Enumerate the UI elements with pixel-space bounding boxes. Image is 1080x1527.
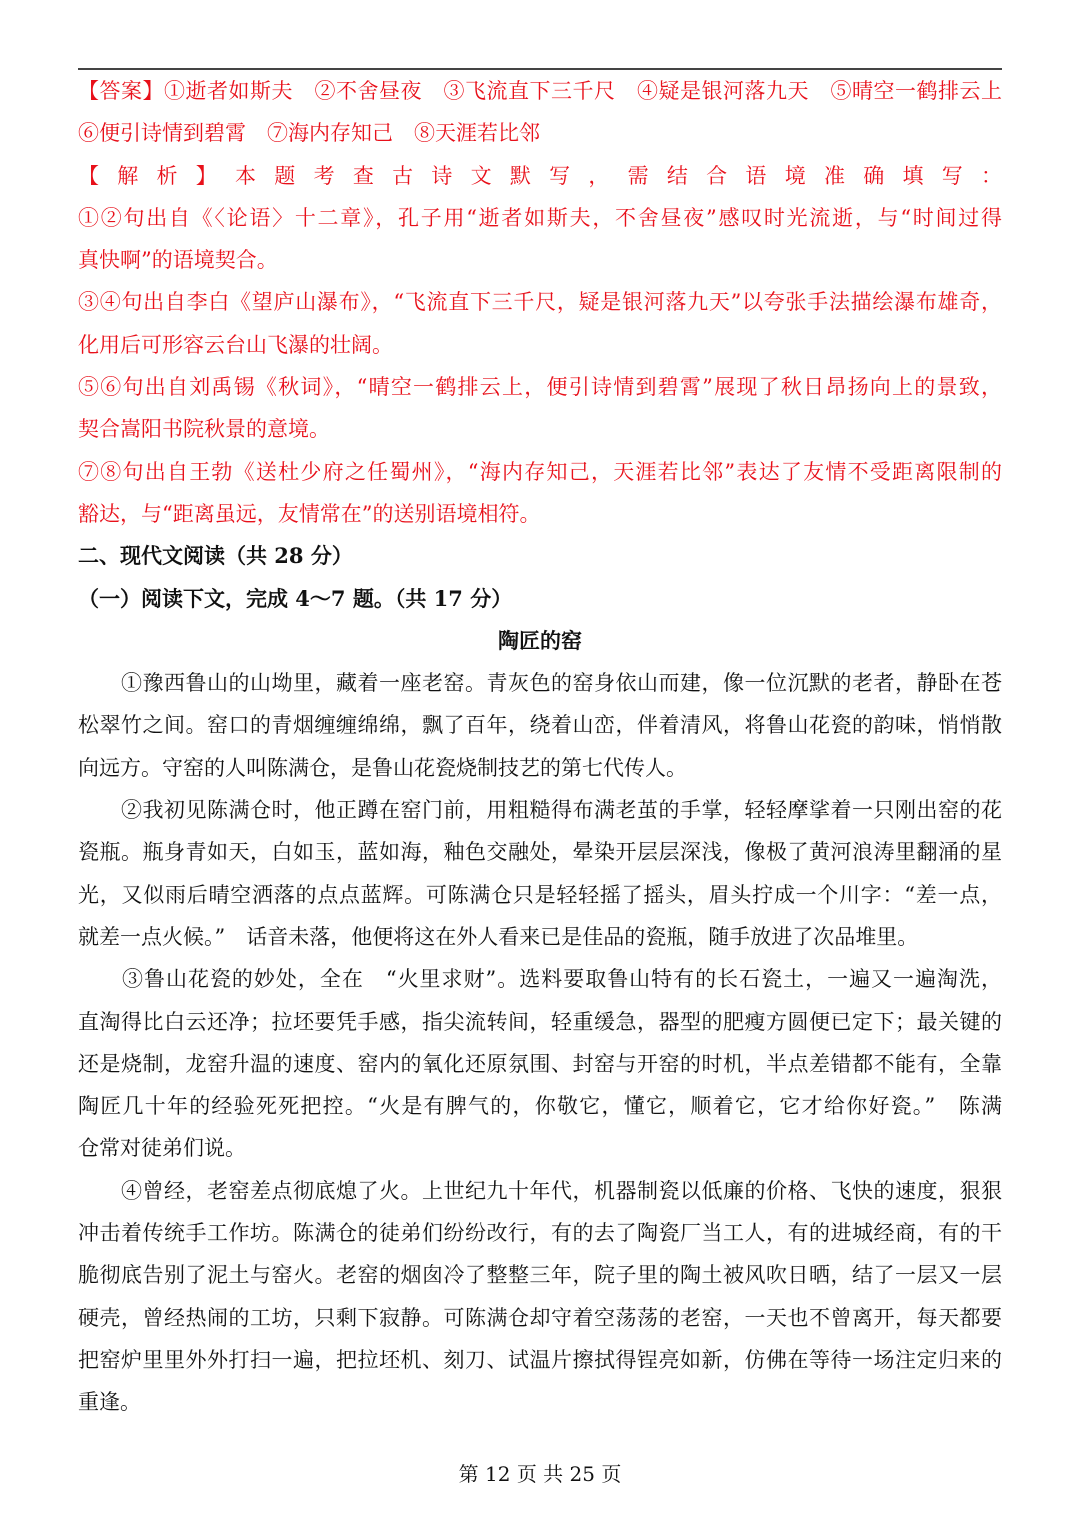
page-content [78,70,1002,1424]
analysis-line: 真快啊”的语境契合。 [78,248,278,273]
article-line: ④曾经，老窑差点彻底熄了火。上世纪九十年代，机器制瓷以低廉的价格、飞快的速度，狠狠 [78,1178,1002,1203]
article-line: 直淘得比白云还净；拉坯要凭手感，指尖流转间，轻重缓急，器型的肥瘦方圆便已定下；最关键的 [78,1009,1002,1034]
article-body [78,662,1002,1423]
article-line: 瓷瓶。瓶身青如天，白如玉，蓝如海，釉色交融处，晕染开层层深浅，像极了黄河浪涛里翻涌的星 [78,840,1002,865]
article-line: 就差一点火候。” 话音未落，他便将这在外人看来已是佳品的瓷瓶，随手放进了次品堆里。 [78,924,919,949]
analysis-line: ⑤⑥句出自刘禹锡《秋词》，“晴空一鹤排云上，便引诗情到碧霄”展现了秋日昂扬向上的景致， [78,375,1002,400]
analysis-line: 【解析】本题考查古诗文默写，需结合语境准确填写： [78,163,1002,188]
article-line: 还是烧制，龙窑升温的速度、窑内的氧化还原氛围、封窑与开窑的时机，半点差错都不能有，全靠 [78,1051,1002,1076]
analysis-line: 契合嵩阳书院秋景的意境。 [78,417,330,442]
page-number: 第 12 页 共 25 页 [458,1462,622,1486]
analysis-block [78,155,1002,536]
analysis-line: 化用后可形容云台山飞瀑的壮阔。 [78,332,393,357]
section-subheading: （一）阅读下文，完成 4～7 题。（共 17 分） [78,585,513,611]
article-line: 重逢。 [78,1390,141,1415]
answer-line: ⑥便引诗情到碧霄 ⑦海内存知己 ⑧天涯若比邻 [78,121,540,146]
article-line: 脆彻底告别了泥土与窑火。老窑的烟囱冷了整整三年，院子里的陶土被风吹日晒，结了一层又一层 [78,1263,1002,1288]
article-line: 陶匠几十年的经验死死把控。“火是有脾气的，你敬它，懂它，顺着它，它才给你好瓷。” 陈满 [78,1094,1002,1119]
article-line: 把窑炉里里外外打扫一遍，把拉坯机、刻刀、试温片擦拭得锃亮如新，仿佛在等待一场注定归来的 [78,1347,1002,1372]
article-line: 硬壳，曾经热闹的工坊，只剩下寂静。可陈满仓却守着空荡荡的老窑，一天也不曾离开，每天都要 [78,1305,1002,1330]
article-line: 冲击着传统手工作坊。陈满仓的徒弟们纷纷改行，有的去了陶瓷厂当工人，有的进城经商，有的干 [78,1221,1002,1246]
section-heading: 二、现代文阅读（共 28 分） [78,543,353,569]
article-line: 仓常对徒弟们说。 [78,1136,246,1161]
analysis-line: ①②句出自《〈论语〉十二章》，孔子用“逝者如斯夫，不舍昼夜”感叹时光流逝，与“时间过得 [78,205,1002,230]
article-line: ②我初见陈满仓时，他正蹲在窑门前，用粗糙得布满老茧的手掌，轻轻摩挲着一只刚出窑的花 [78,798,1002,823]
answer-block [78,70,1002,155]
article-title: 陶匠的窑 [498,627,582,653]
article-line: ③鲁山花瓷的妙处，全在 “火里求财”。选料要取鲁山特有的长石瓷土，一遍又一遍淘洗， [78,967,1002,992]
analysis-line: ⑦⑧句出自王勃《送杜少府之任蜀州》，“海内存知己，天涯若比邻”表达了友情不受距离限制的 [78,459,1002,484]
article-line: 光，又似雨后晴空洒落的点点蓝辉。可陈满仓只是轻轻摇了摇头，眉头拧成一个川字：“差一点， [78,882,1002,907]
article-line: ①豫西鲁山的山坳里，藏着一座老窑。青灰色的窑身依山而建，像一位沉默的老者，静卧在苍 [78,671,1002,696]
answer-line: 【答案】①逝者如斯夫 ②不舍昼夜 ③飞流直下三千尺 ④疑是银河落九天 ⑤晴空一鹤排云上 [78,79,1002,103]
article-line: 向远方。守窑的人叫陈满仓，是鲁山花瓷烧制技艺的第七代传人。 [78,755,687,780]
article-line: 松翠竹之间。窑口的青烟缠缠绵绵，飘了百年，绕着山峦，伴着清风，将鲁山花瓷的韵味，悄悄散 [78,713,1002,738]
analysis-line: ③④句出自李白《望庐山瀑布》，“飞流直下三千尺，疑是银河落九天”以夸张手法描绘瀑布雄奇， [78,290,1002,315]
analysis-line: 豁达，与“距离虽远，友情常在”的送别语境相符。 [78,501,541,526]
